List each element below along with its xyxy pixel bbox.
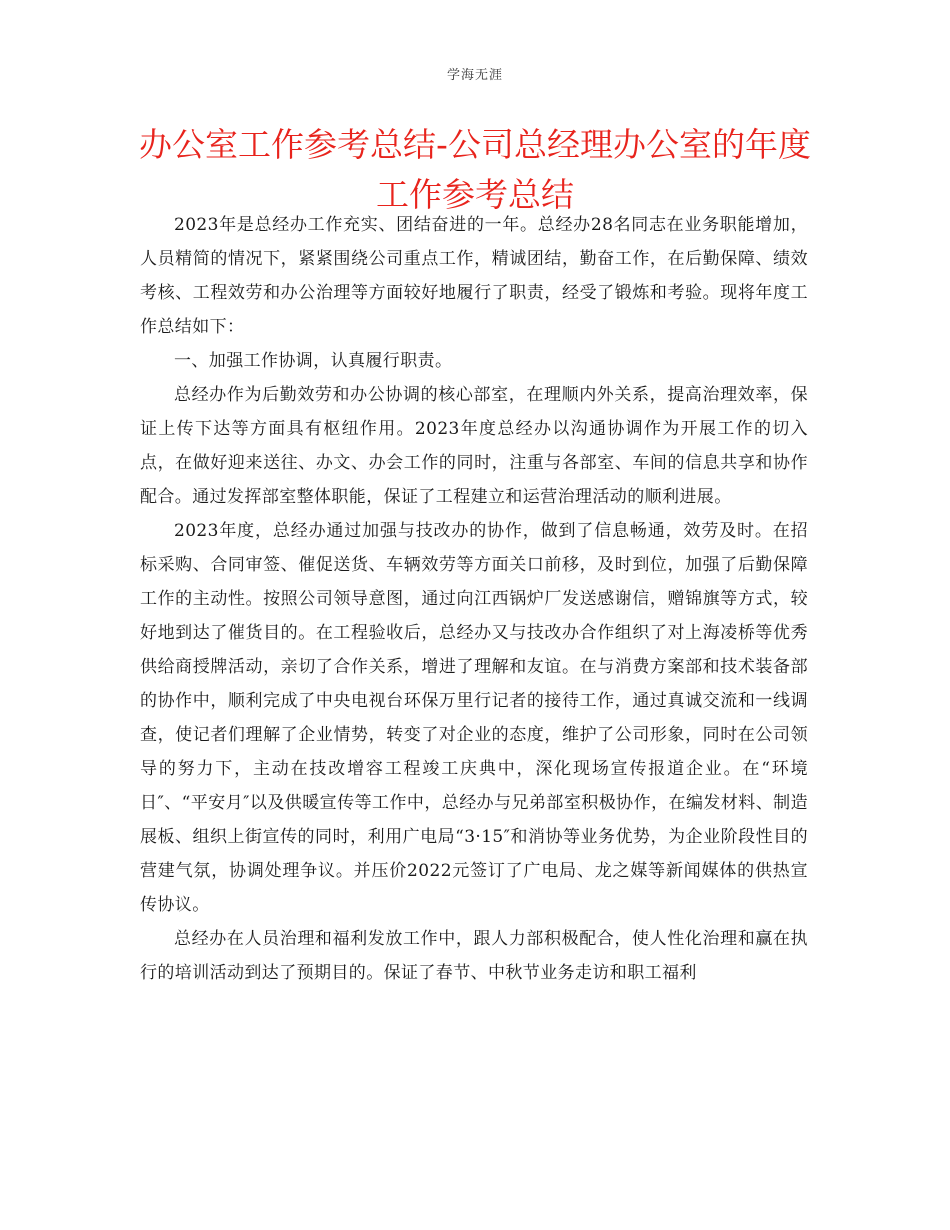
document-body — [140, 208, 808, 990]
section-heading-1: 一、加强工作协调，认真履行职责。 — [174, 351, 453, 371]
paragraph-cooperation: 2023年度，总经办通过加强与技改办的协作，做到了信息畅通，效劳及时。在招标采购、合同审签、催促送货、车辆效劳等方面关口前移，及时到位，加强了后勤保障工作的主动性。按照公司领导意图，通过向江西锅炉厂发送感谢信，赠锦旗等方式，较好地到达了催货目的。在工程验收后，总经办又与技改办合作组织了对上海凌桥等优秀供给商授牌活动，亲切了合作关系，增进了理解和友谊。在与消费方案部和技术装备部的协作中，顺利完成了中央电视台环保万里行记者的接待工作，通过真诚交流和一线调查，使记者们理解了企业情势，转变了对企业的态度，维护了公司形象，同时在公司领导的努力下，主动在技改增容工程竣工庆典中，深化现场宣传报道企业。在“环境日″、“平安月″以及供暖宣传等工作中，总经办与兄弟部室积极协作，在编发材料、制造展板、组织上街宣传的同时，利用广电局“3·15″和消协等业务优势，为企业阶段性目的营建气氛，协调处理争议。并压价2022元签订了广电局、龙之媒等新闻媒体的供热宣传协议。 — [140, 521, 808, 915]
document-title: 办公室工作参考总结-公司总经理办公室的年度工作参考总结 — [139, 125, 811, 214]
paragraph-personnel: 总经办在人员治理和福利发放工作中，跟人力部积极配合，使人性化治理和赢在执行的培训活动到达了预期目的。保证了春节、中秋节业务走访和职工福利 — [140, 929, 808, 983]
paragraph-coordination: 总经办作为后勤效劳和办公协调的核心部室，在理顺内外关系，提高治理效率，保证上传下达等方面具有枢纽作用。2023年度总经办以沟通协调作为开展工作的切入点，在做好迎来送往、办文、办会工作的同时，注重与各部室、车间的信息共享和协作配合。通过发挥部室整体职能，保证了工程建立和运营治理活动的顺利进展。 — [140, 385, 808, 507]
paragraph-intro: 2023年是总经办工作充实、团结奋进的一年。总经办28名同志在业务职能增加，人员精简的情况下，紧紧围绕公司重点工作，精诚团结，勤奋工作，在后勤保障、绩效考核、工程效劳和办公治理等方面较好地履行了职责，经受了锻炼和考验。现将年度工作总结如下： — [140, 215, 808, 337]
page-header-note: 学海无涯 — [446, 68, 503, 83]
